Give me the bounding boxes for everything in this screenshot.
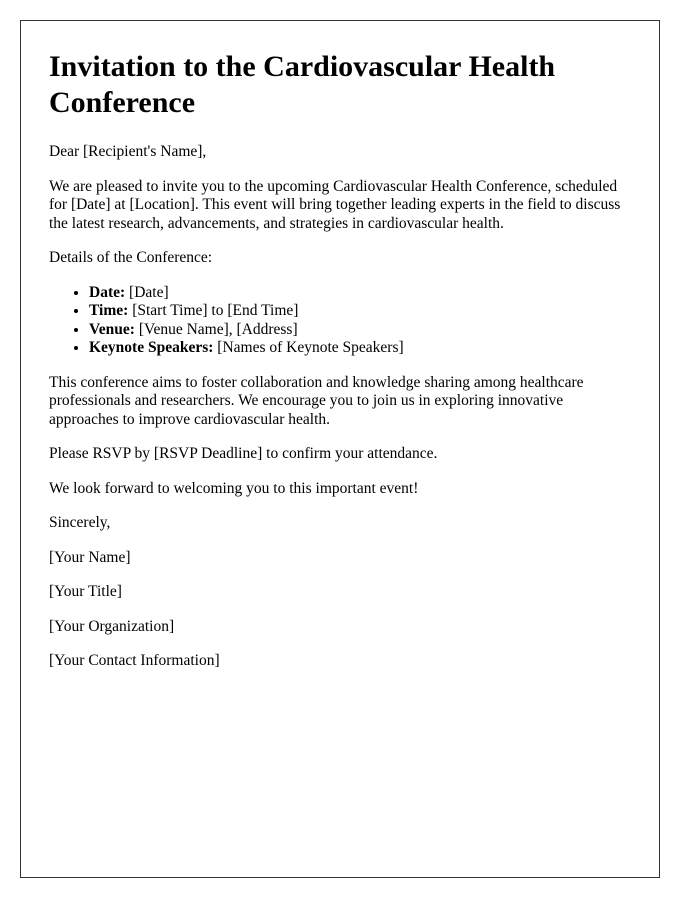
detail-item-time [89,302,631,321]
detail-value: [Start Time] to [End Time] [128,302,299,319]
sender-name: [Your Name] [49,548,131,566]
detail-value: [Names of Keynote Speakers] [213,339,404,356]
detail-item-speakers [89,339,631,358]
sender-title: [Your Title] [49,583,122,600]
rsvp-paragraph: Please RSVP by [RSVP Deadline] to confirm your attendance. [49,445,438,462]
purpose-paragraph: This conference aims to foster collaboration and knowledge sharing among healthcare professionals and researchers. We encourage you to join us in exploring innovative approaches to improve cardiovascular health. [49,373,584,428]
detail-item-venue [89,321,631,340]
detail-value: [Date] [125,283,169,301]
closing-line: We look forward to welcoming you to this important event! [49,479,419,497]
detail-label: Time: [89,302,129,319]
details-heading: Details of the Conference: [49,249,213,266]
sign-off: Sincerely, [49,514,111,531]
detail-label: Date: [89,283,126,301]
salutation: Dear [Recipient's Name], [49,143,207,160]
detail-value: [Venue Name], [Address] [134,320,298,338]
invitation-letter [20,20,660,878]
details-list [49,284,631,358]
detail-label: Venue: [89,320,135,338]
sender-contact: [Your Contact Information] [49,652,220,669]
detail-item-date [89,284,631,303]
letter-title: Invitation to the Cardiovascular Health Conference [49,50,556,119]
detail-label: Keynote Speakers: [89,339,214,356]
intro-paragraph: We are pleased to invite you to the upcoming Cardiovascular Health Conference, scheduled for [Date] at [Location]. This event will bring together leading experts in the field to discuss the latest research, advancements, and strategies in cardiovascular health. [49,177,621,232]
sender-organization: [Your Organization] [49,617,175,635]
